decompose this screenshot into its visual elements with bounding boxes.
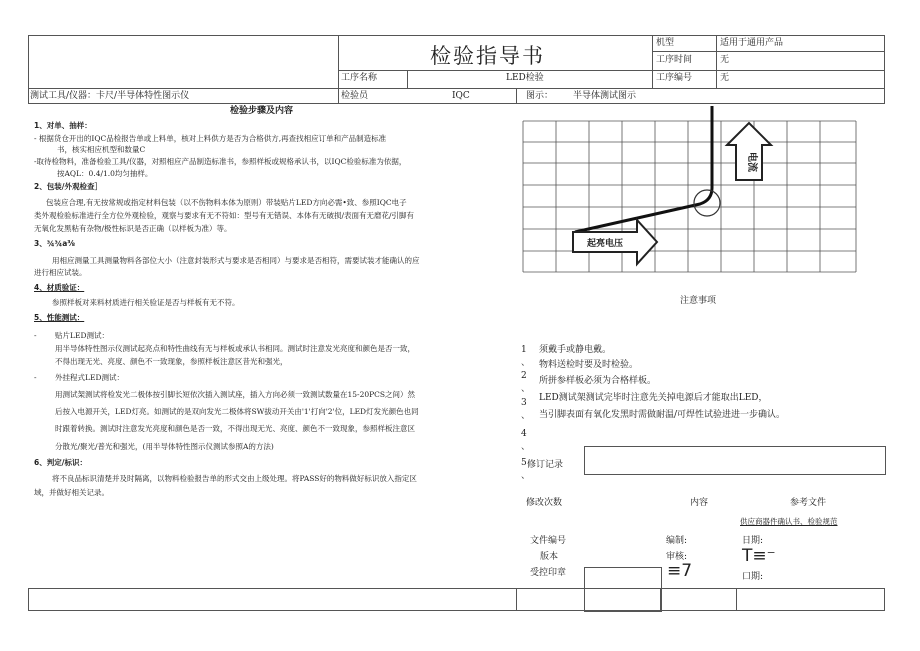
diagram-value: 半导体测试图示 [573,91,637,101]
step-3-line: 进行相应试装。 [34,268,87,277]
version-label: 版本 [540,552,559,562]
step-1-line: 按AQL：0.4/1.0均匀抽样。 [57,169,153,178]
reference-value: 供应商器件确认书、检验规范 [740,517,838,526]
inspector-label: 检验员 [341,91,369,101]
step-5a-line: 不得出现无光、亮度、颜色不一致现象，参照样板注意区昔光和强光， [55,357,288,366]
process-name-value: LED检验 [506,73,544,83]
tools-label: 测试工具/仪器：卡尺/半导体特性图示仪 [30,91,190,101]
revision-content-label: 内容 [690,498,709,508]
step-4-line: 参照样板对来料材质进行相关验证是否与样板有无不符。 [52,298,240,307]
note-number: 、 [521,411,531,421]
process-no-label: 工序编号 [656,73,693,83]
page-title: 检验指导书 [430,44,545,68]
current-label: 电流 [746,152,757,172]
step-3-title: 3、¾¾a⅜ [34,239,76,248]
note-item: 所拼参样板必须为合格样板。 [539,376,657,386]
reviewed-label: 审核: [666,552,688,562]
note-item: 物料送检时要及时检验。 [539,360,639,370]
step-5b-line: 时跟着转换。测试时注意发光亮度和颜色是否一致，不得出现无光、亮度、颜色不一致现象，参照样板注意区 [55,424,415,433]
step-6-line: 将不良品标识清楚并及时隔离，以物料检验报告单的形式交由上级处理。将PASS好的物料做好标识放入指定区 [52,474,417,483]
note-item: LED测试架测试完毕时注意先关掉电源后才能取出LED， [539,393,768,403]
date-mark: T≡⁻ [742,546,776,566]
reference-label: 参考文件 [790,498,827,508]
doc-no-label: 文件编号 [530,536,567,546]
process-time-label: 工序时间 [656,55,693,65]
step-4-title: 4、材质验证： [34,283,85,292]
process-time-value: 无 [720,55,730,65]
notes-heading: 注意事项 [680,296,717,306]
model-label: 机型 [656,38,675,48]
step-2-line: 无氧化发黑粘有杂物/极性标识是否正确（以样板为准）等。 [34,224,232,233]
step-5b-line: 后按入电源开关，LED灯亮。如测试的是双向发光二极体将SW拔动开关由'1'打向'2'位，LED灯发光颜色也同 [55,407,419,416]
revision-count-label: 修改次数 [526,498,563,508]
step-1-line: 书，核实相应机型和数量C [57,145,146,154]
voltage-label: 起亮电压 [586,239,624,249]
step-5a-title: 贴片LED测试： [55,331,109,340]
model-value: 适用于通用产品 [720,38,784,48]
stamp-box [584,567,662,612]
step-1-title: 1、对单、抽样： [34,121,92,130]
note-number: 、 [521,358,531,368]
revision-record-box [584,446,886,475]
stamp-label: 受控印章 [530,568,567,578]
step-2-line: 类外观检验标准进行全方位外观检验，观察与要求有无不符如：型号有无错误、本体有无破损/表面有无磨花/引脚有 [34,211,415,220]
note-number: 3 [521,398,527,408]
review-mark: ≡7 [667,561,693,581]
inspector-value: IQC [452,91,470,101]
note-number: 2 [521,371,527,381]
diagram-label: 图示： [526,91,554,101]
step-5b-title: 外挂程式LED测试： [55,373,124,382]
step-3-line: 用相应测量工具测量物料各部位大小（注意封装形式与要求是否相同）与要求是否相符，需要试装才能确认的应 [52,256,420,265]
note-number: 4 [521,429,527,439]
step-5b-line: 分散光/聚光/普光和强光，(用半导体特性图示仪测试参照A的方法) [55,442,274,451]
step-5b-line: 用测试架测试将检发光二极体按引脚长短依次插入测试座，插入方向必须一致测试数量在15-20PCS之间）然 [55,390,416,399]
iv-curve [575,106,712,232]
step-6-line: 域，并做好相关记录。 [34,488,109,497]
step-2-title: 2、包装/外观检查］ [34,182,102,191]
steps-heading: 检验步骤及内容 [230,106,294,116]
note-number: 1 [521,345,527,355]
note-number: 、 [521,384,531,394]
step-6-title: 6、判定/标识： [34,458,87,467]
note-number: 5 [521,458,527,468]
semiconductor-test-diagram [518,104,868,284]
process-no-value: 无 [720,73,730,83]
step-5-title: 5、性能测试： [34,313,85,322]
step-1-line: -取待检物料，准备检验工具/仪器，对照相应产品制造标准书，参照样板或规格承认书，以IQC检验标准为依据， [34,157,407,166]
approved-label: 口期: [742,572,764,582]
step-5a-line: 用半导体特性图示仪测试起亮点和特性曲线有无与样板或承认书相同。测试时注意发光亮度和颜色是否一致， [55,344,415,353]
note-number: 、 [521,471,531,481]
note-item: 当引脚表面有氧化发黑时需做耐温/可焊性试验进进一步确认。 [539,410,786,420]
note-item: 须戴手或静电戴。 [539,345,612,355]
note-number: 、 [521,442,531,452]
step-1-line: - 根据货仓开出的IQC品检报告单或上料单，核对上料供方是否为合格供方,再查找相应订单和产品制造标准 [34,134,387,143]
process-name-label: 工序名称 [341,73,378,83]
prepared-label: 编制: [666,536,688,546]
date-label: 日期: [742,536,764,546]
revision-record-label: 修订记录 [527,460,564,470]
step-2-line: 包装应合理,有无按常规或指定材料包装（以不伤物料本体为原则）带装贴片LED方向必需•致、参照IQC电子 [46,198,407,207]
